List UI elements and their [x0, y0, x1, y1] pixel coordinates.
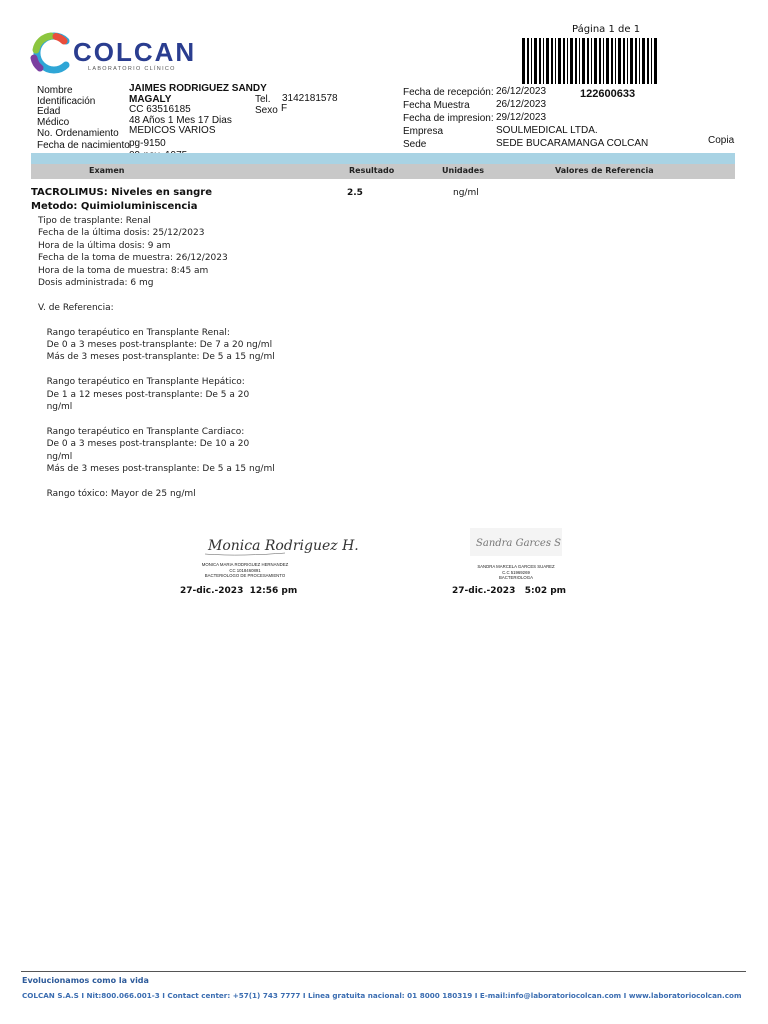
reception-date: 26/12/2023: [496, 86, 547, 97]
barcode-bar: [543, 38, 544, 84]
col-examen: Examen: [89, 166, 125, 175]
barcode-bar: [582, 38, 585, 84]
barcode-bar: [587, 38, 589, 84]
colcan-logo: [28, 30, 197, 78]
barcode-bar: [527, 38, 529, 84]
table-header: [31, 164, 735, 179]
note-line: [38, 364, 398, 376]
signature-block-2: [470, 528, 562, 581]
patient-id: CC 63516185: [129, 104, 191, 115]
date-labels: [403, 88, 495, 150]
signer-1-name: MONICA MARIA RODRIGUEZ HERNANDEZ: [201, 562, 289, 567]
test-method: Metodo: Quimioluminiscencia: [31, 201, 198, 212]
header-band: [31, 153, 735, 164]
col-referencia: Valores de Referencia: [555, 166, 654, 175]
barcode-bar: [539, 38, 541, 84]
note-line: [38, 314, 398, 326]
barcode-bar: [654, 38, 657, 84]
barcode-bar: [567, 38, 568, 84]
brand-subtitle: LABORATORIO CLÍNICO: [88, 66, 176, 72]
barcode-bar: [627, 38, 628, 84]
col-unidades: Unidades: [442, 166, 484, 175]
patient-doctor: MEDICOS VARIOS: [129, 125, 216, 136]
label-impresion: Fecha de impresion:: [403, 112, 494, 124]
barcode-bar: [651, 38, 652, 84]
note-line: Dosis administrada: 6 mg: [38, 278, 154, 289]
barcode-bar: [546, 38, 549, 84]
footer-divider: [21, 971, 746, 972]
branch: SEDE BUCARAMANGA COLCAN: [496, 137, 649, 149]
barcode-bar: [635, 38, 637, 84]
note-line: V. de Referencia:: [38, 302, 114, 313]
svg-text:Monica Rodriguez H.: Monica Rodriguez H.: [208, 538, 359, 554]
barcode-bar: [534, 38, 537, 84]
barcode-bar: [551, 38, 553, 84]
order-number: 122600633: [580, 88, 636, 100]
tel-label: Tel.: [255, 94, 271, 105]
signature-2-datetime: 27-dic.-2023 5:02 pm: [452, 586, 567, 596]
signature-block-1: [190, 528, 359, 579]
barcode-bar: [579, 38, 580, 84]
company: SOULMEDICAL LTDA.: [496, 124, 598, 136]
barcode-bar: [606, 38, 609, 84]
barcode-bar: [522, 38, 525, 84]
date-values: [496, 87, 696, 149]
barcode-bar: [615, 38, 616, 84]
barcode-bar: [639, 38, 640, 84]
handwritten-signature-1: [190, 528, 359, 558]
barcode-bar: [570, 38, 573, 84]
label-recepcion: Fecha de recepción:: [403, 87, 494, 98]
note-line: De 0 a 3 meses post-transplante: De 10 a 20: [38, 439, 250, 450]
note-line: Rango terapéutico en Transplante Cardiaco:: [38, 426, 245, 437]
note-line: Más de 3 meses post-transplante: De 5 a 15 ng/ml: [38, 464, 275, 475]
barcode-bar: [647, 38, 649, 84]
footer-contact: COLCAN S.A.S I Nit:800.066.001-3 I Contact center: +57(1) 743 7777 I Linea gratuita nacional: 01 8000 180319 I E-mail:info@laboratoriocolcan.com I www.laboratoriocolcan.com: [22, 991, 742, 1000]
barcode-bar: [575, 38, 577, 84]
label-sede: Sede: [403, 138, 427, 150]
barcode-image: [520, 38, 660, 84]
brand-name: COLCAN: [73, 37, 197, 67]
test-name: TACROLIMUS: Niveles en sangre: [31, 187, 212, 198]
note-line: Rango terapéutico en Transplante Renal:: [38, 327, 230, 338]
sample-date: 26/12/2023: [496, 98, 547, 110]
barcode-bar: [563, 38, 565, 84]
note-line: [38, 476, 398, 488]
barcode-bar: [623, 38, 625, 84]
footer-contact-wrap: [22, 991, 746, 1000]
page-number: Página 1 de 1: [572, 24, 641, 35]
result-unit: ng/ml: [453, 188, 479, 198]
result-value: 2.5: [347, 188, 363, 198]
barcode-bar: [618, 38, 621, 84]
col-resultado: Resultado: [349, 166, 395, 175]
note-line: Rango tóxico: Mayor de 25 ng/ml: [38, 488, 196, 499]
patient-order: pg-9150: [129, 137, 166, 149]
copy-label: Copia: [708, 135, 735, 146]
note-line: [38, 414, 398, 426]
label-medico: Médico: [37, 116, 70, 128]
label-identificacion: Identificación: [37, 95, 96, 107]
note-line: Rango terapéutico en Transplante Hepático:: [38, 377, 245, 388]
signer-2-role: BACTERIOLOGA: [499, 575, 533, 580]
barcode-bar: [599, 38, 601, 84]
note-line: Más de 3 meses post-transplante: De 5 a 15 ng/ml: [38, 352, 275, 363]
label-nombre: Nombre: [37, 85, 73, 96]
label-orden: No. Ordenamiento: [37, 128, 119, 139]
signer-2-name: SANDRA MARCELA GARCES SUAREZ: [477, 564, 555, 569]
note-line: Hora de la toma de muestra: 8:45 am: [38, 265, 209, 276]
barcode-bar: [591, 38, 592, 84]
logo-c-icon: [28, 30, 74, 76]
barcode-bar: [531, 38, 532, 84]
svg-text:Sandra Garces S: Sandra Garces S: [476, 538, 561, 549]
patient-name: JAIMES RODRIGUEZ SANDY MAGALY: [129, 83, 267, 105]
note-line: De 1 a 12 meses post-transplante: De 5 a 20: [38, 389, 250, 400]
note-line: Hora de la última dosis: 9 am: [38, 240, 171, 251]
signer-1-role: BACTERIOLOGO DE PROCESAMIENTO: [204, 573, 286, 578]
note-line: Tipo de trasplante: Renal: [38, 216, 151, 226]
patient-values: [129, 84, 299, 162]
label-nacimiento: Fecha de nacimiento: [37, 139, 130, 151]
signer-1-id: CC 1018460891: [229, 567, 261, 573]
barcode-bar: [594, 38, 597, 84]
barcode-bar: [603, 38, 604, 84]
barcode-bar: [630, 38, 633, 84]
note-line: ng/ml: [38, 402, 73, 413]
signature-1-datetime: 27-dic.-2023 12:56 pm: [180, 586, 298, 596]
note-line: ng/ml: [38, 451, 73, 462]
note-line: De 0 a 3 meses post-transplante: De 7 a 20 ng/ml: [38, 340, 273, 351]
sexo-value: F: [281, 103, 288, 114]
barcode-bar: [555, 38, 556, 84]
patient-labels: [37, 86, 132, 151]
label-muestra: Fecha Muestra: [403, 99, 470, 111]
note-line: Fecha de la última dosis: 25/12/2023: [38, 228, 205, 239]
note-line: [38, 289, 398, 301]
note-line: Fecha de la toma de muestra: 26/12/2023: [38, 253, 228, 264]
sexo-label: Sexo: [255, 105, 278, 116]
handwritten-signature-2: [470, 528, 562, 556]
patient-age: 48 Años 1 Mes 17 Dias: [129, 114, 232, 126]
print-date: 29/12/2023: [496, 111, 547, 123]
barcode-bar: [558, 38, 561, 84]
label-empresa: Empresa: [403, 125, 444, 137]
result-notes: [38, 215, 398, 500]
barcode-bar: [642, 38, 645, 84]
label-edad: Edad: [37, 106, 61, 117]
signer-2-id: C.C 51969269: [502, 569, 530, 575]
footer-slogan: Evolucionamos como la vida: [22, 976, 149, 985]
tel-value: 3142181578: [282, 93, 338, 104]
barcode-bar: [611, 38, 613, 84]
